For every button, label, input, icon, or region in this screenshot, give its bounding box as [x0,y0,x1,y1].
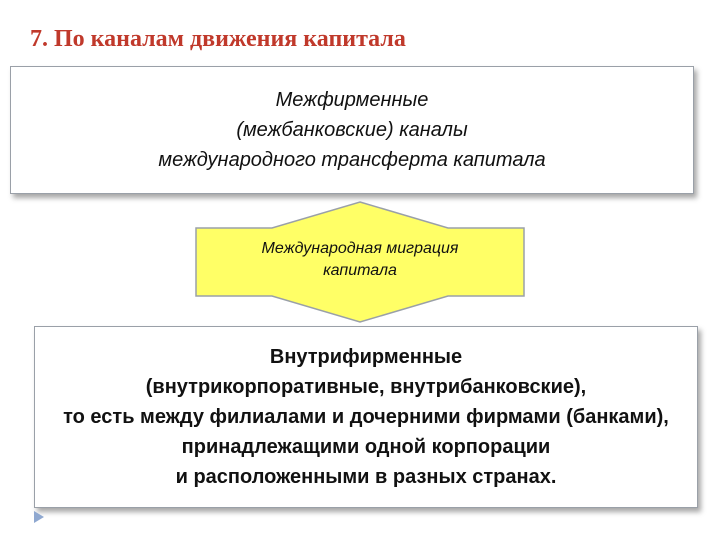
interfirm-channels-box [10,66,694,194]
interfirm-line-2: (межбанковские) каналы [236,119,468,141]
arrow-line-1: Международная миграция [261,240,459,257]
triangle-right-icon[interactable] [33,510,45,524]
interfirm-line-3: международного трансферта капитала [158,149,546,171]
slide-title: 7. По каналам движения капитала [30,26,406,52]
intrafirm-line-3: то есть между филиалами и дочерними фирмами (банками), [63,406,669,428]
capital-migration-label [200,238,520,282]
intrafirm-line-2: (внутрикорпоративные, внутрибанковские), [145,376,587,398]
intrafirm-channels-box [34,326,698,508]
interfirm-line-1: Межфирменные [275,89,429,111]
arrow-line-2: капитала [323,262,397,279]
intrafirm-line-5: и расположенными в разных странах. [175,466,557,488]
intrafirm-line-4: принадлежащими одной корпорации [181,436,551,458]
intrafirm-line-1: Внутрифирменные [269,346,463,368]
